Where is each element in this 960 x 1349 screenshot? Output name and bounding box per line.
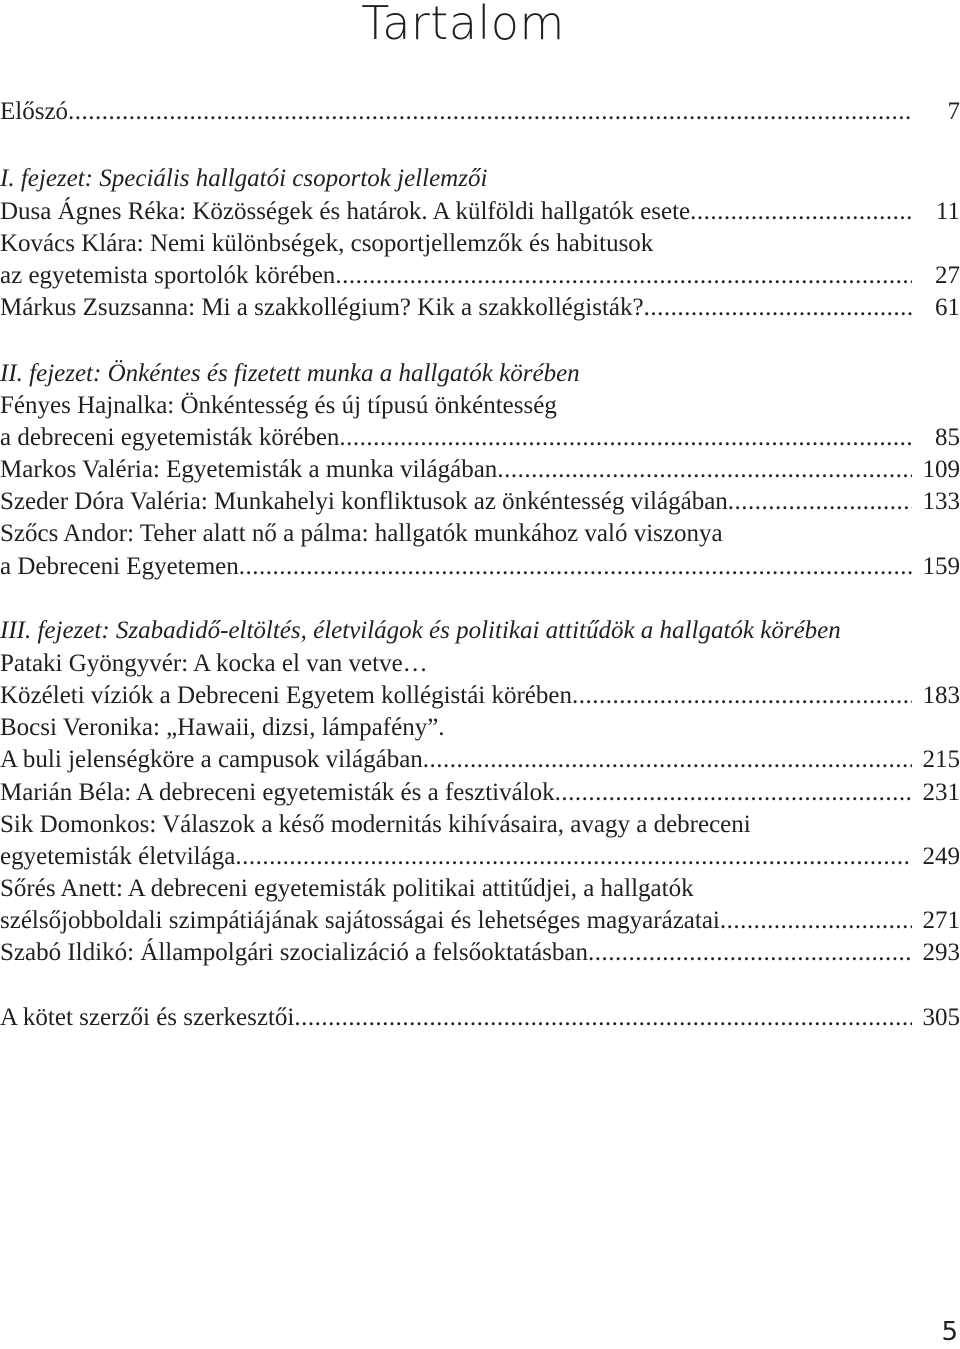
toc-entry-title: egyetemisták életvilága <box>0 843 236 870</box>
toc-entry-marian[interactable] <box>0 777 960 809</box>
dot-leader <box>68 96 912 128</box>
toc-page-number: 293 <box>922 939 960 966</box>
toc-entry-markos[interactable] <box>0 454 960 486</box>
chapter-heading-3: III. fejezet: Szabadidő-eltöltés, életvilágok és politikai attitűdök a hallgatók körében <box>0 617 841 644</box>
toc-entry-kovacs[interactable] <box>0 260 960 292</box>
dot-leader <box>728 486 912 518</box>
dot-leader <box>690 196 912 228</box>
dot-leader <box>294 1002 912 1034</box>
dot-leader <box>239 551 912 583</box>
toc-entry-title: Szabó Ildikó: Állampolgári szocializáció a felsőoktatásban <box>0 939 589 966</box>
toc-page-number: 7 <box>947 98 960 125</box>
toc-entry-sores-line1[interactable]: Sőrés Anett: A debreceni egyetemisták politikai attitűdjei, a hallgatók <box>0 875 694 902</box>
dot-leader <box>644 292 912 324</box>
toc-entry-markus[interactable] <box>0 292 960 324</box>
toc-entry-title: Közéleti víziók a Debreceni Egyetem kollégistái körében <box>0 682 572 709</box>
toc-entry-bocsi-line1[interactable]: Bocsi Veronika: „Hawaii, dizsi, lámpafény”. <box>0 714 445 741</box>
page-number: 5 <box>941 1317 958 1347</box>
toc-entry-bocsi[interactable] <box>0 744 960 776</box>
toc-entry-dusa[interactable] <box>0 196 960 228</box>
toc-entry-title: Szeder Dóra Valéria: Munkahelyi konfliktusok az önkéntesség világában <box>0 488 728 515</box>
toc-entry-szocs[interactable] <box>0 551 960 583</box>
toc-page-number: 85 <box>935 424 960 451</box>
dot-leader <box>572 680 912 712</box>
toc-page-number: 215 <box>922 746 960 773</box>
toc-entry-szeder[interactable] <box>0 486 960 518</box>
toc-page-number: 159 <box>922 553 960 580</box>
dot-leader <box>335 260 912 292</box>
toc-page-number: 271 <box>922 907 960 934</box>
dot-leader <box>235 841 912 873</box>
toc-entry-authors[interactable] <box>0 1002 960 1034</box>
toc-entry-szocs-line1[interactable]: Szőcs Andor: Teher alatt nő a pálma: hallgatók munkához való viszonya <box>0 520 723 547</box>
toc-entry-title: A buli jelenségköre a campusok világában <box>0 746 423 773</box>
toc-page-number: 61 <box>935 294 960 321</box>
toc-entry-title: szélsőjobboldali szimpátiájának sajátosságai és lehetséges magyarázatai <box>0 907 720 934</box>
toc-entry-title: a Debreceni Egyetemen <box>0 553 239 580</box>
dot-leader <box>588 937 912 969</box>
dot-leader <box>555 777 912 809</box>
toc-entry-title: Marián Béla: A debreceni egyetemisták és a fesztiválok <box>0 779 555 806</box>
toc-entry-title: Márkus Zsuzsanna: Mi a szakkollégium? Kik a szakkollégisták? <box>0 294 644 321</box>
chapter-heading-1: I. fejezet: Speciális hallgatói csoportok jellemzői <box>0 165 488 192</box>
dot-leader <box>497 454 912 486</box>
dot-leader <box>720 905 912 937</box>
toc-page-number: 305 <box>922 1004 960 1031</box>
toc-page-number: 249 <box>922 843 960 870</box>
toc-entry-fenyes[interactable] <box>0 422 960 454</box>
toc-page-number: 133 <box>922 488 960 515</box>
toc-entry-sores[interactable] <box>0 905 960 937</box>
toc-entry-sik-line1[interactable]: Sik Domonkos: Válaszok a késő modernitás kihívásaira, avagy a debreceni <box>0 811 751 838</box>
toc-page-number: 109 <box>922 456 960 483</box>
toc-entry-fenyes-line1[interactable]: Fényes Hajnalka: Önkéntesség és új típusú önkéntesség <box>0 392 557 419</box>
toc-entry-kovacs-line1[interactable]: Kovács Klára: Nemi különbségek, csoportjellemzők és habitusok <box>0 230 654 257</box>
toc-page-number: 11 <box>935 198 960 225</box>
dot-leader <box>339 422 912 454</box>
dot-leader <box>423 744 912 776</box>
toc-entry-title: Markos Valéria: Egyetemisták a munka világában <box>0 456 498 483</box>
toc-entry-title: a debreceni egyetemisták körében <box>0 424 340 451</box>
toc-page-number: 231 <box>922 779 960 806</box>
toc-entry-title: Dusa Ágnes Réka: Közösségek és határok. A külföldi hallgatók esete <box>0 198 691 225</box>
toc-entry-sik[interactable] <box>0 841 960 873</box>
toc-page-number: 183 <box>922 682 960 709</box>
chapter-heading-2: II. fejezet: Önkéntes és fizetett munka a hallgatók körében <box>0 360 580 387</box>
toc-page-number: 27 <box>935 262 960 289</box>
toc-entry-title: A kötet szerzői és szerkesztői <box>0 1004 295 1031</box>
toc-entry-title: Előszó <box>0 98 69 125</box>
toc-entry-pataki-line1[interactable]: Pataki Gyöngyvér: A kocka el van vetve… <box>0 650 428 677</box>
toc-entry-title: az egyetemista sportolók körében <box>0 262 336 289</box>
page-title: Tartalom <box>361 0 565 50</box>
toc-entry-preface[interactable] <box>0 96 960 128</box>
toc-entry-szabo[interactable] <box>0 937 960 969</box>
toc-entry-pataki[interactable] <box>0 680 960 712</box>
